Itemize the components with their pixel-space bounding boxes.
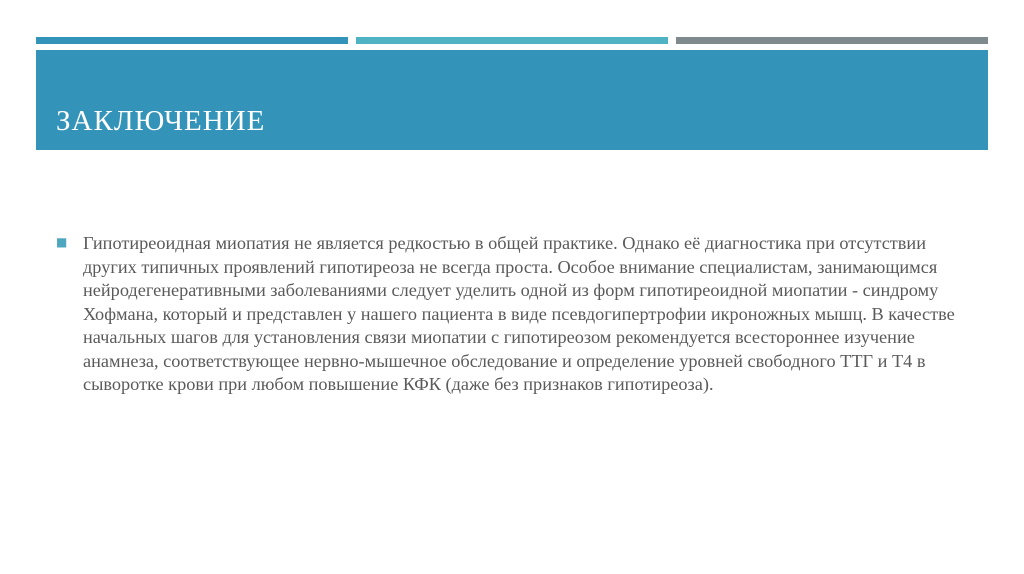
bullet-text: Гипотиреоидная миопатия не является редкостью в общей практике. Однако её диагностика при отсутствии других типичных проявлений гипотиреоза не всегда проста. Особое внимание специалистам, занимающимся нейродегенеративными заболеваниями следует уделить одной из форм гипотиреоидной миопатии - синдрому Хофмана, который и представлен у нашего пациента в виде псевдогипертрофии икроножных мышц. В качестве начальных шагов для установления связи миопатии с гипотиреозом рекомендуется всестороннее изучение анамнеза, соответствующее нервно-мышечное обследование и определение уровней свободного ТТГ и Т4 в сыворотке крови при любом повышение КФК (даже без признаков гипотиреоза). xyxy=(83,233,955,394)
accent-bar-teal xyxy=(356,37,668,44)
title-band xyxy=(36,50,988,150)
content-area xyxy=(56,232,956,397)
accent-bar-blue xyxy=(36,37,348,44)
square-bullet-icon: ■ xyxy=(56,235,68,249)
accent-bar-gray xyxy=(676,37,988,44)
bullet-item xyxy=(56,232,956,397)
slide-title: ЗАКЛЮЧЕНИЕ xyxy=(56,105,266,137)
